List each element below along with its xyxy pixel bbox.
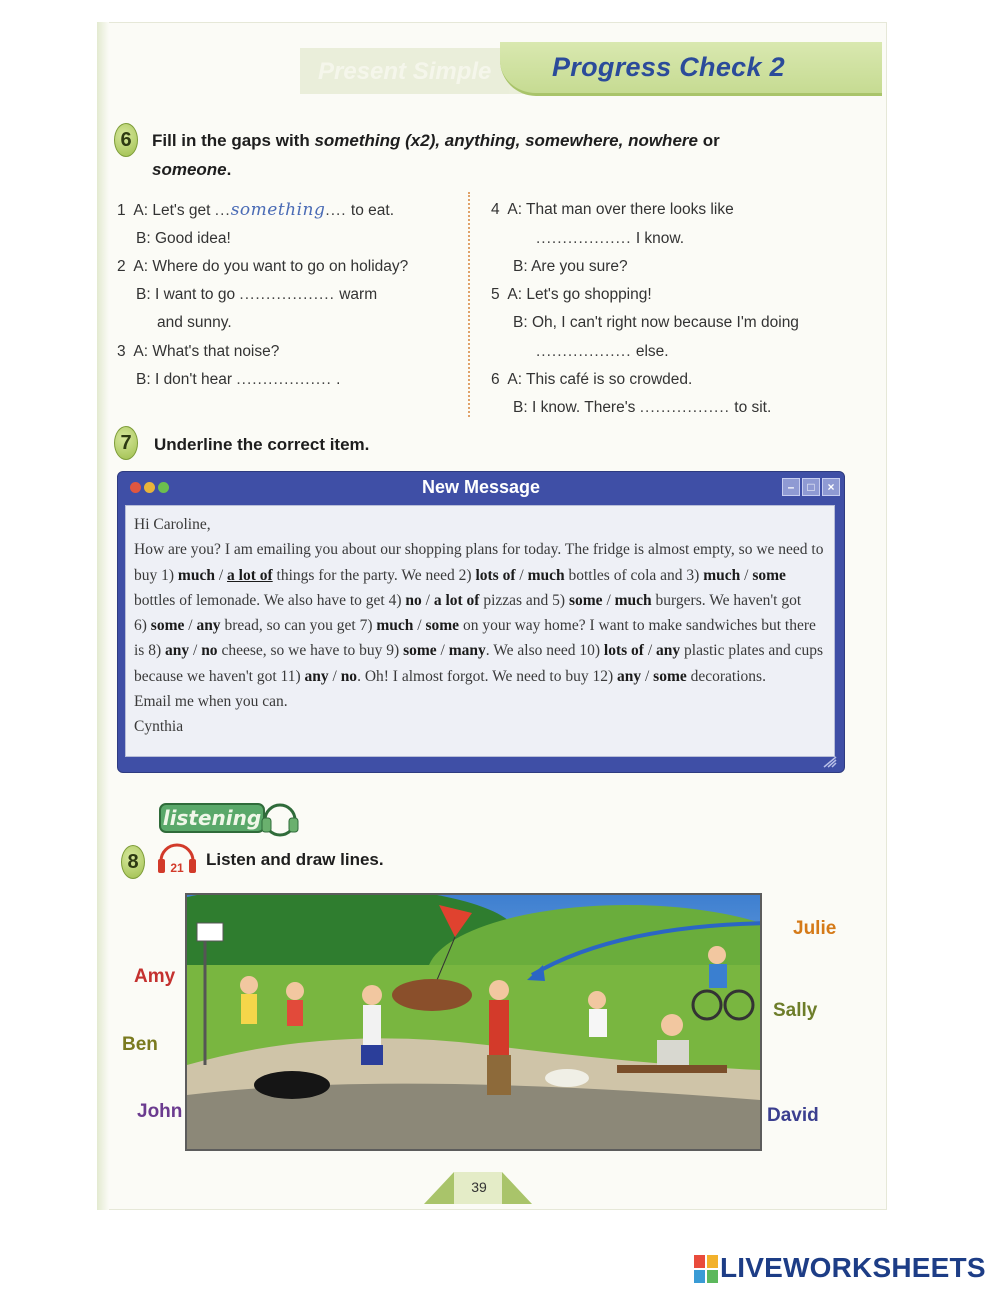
dialogue-text: B: I want to go xyxy=(136,286,240,303)
option-word[interactable]: some xyxy=(425,617,460,635)
message-line xyxy=(134,638,826,663)
dialogue-line xyxy=(536,229,684,249)
dialogue-line: A: That man over there looks like xyxy=(507,201,734,218)
item-number: 1 xyxy=(117,202,126,219)
instruction-text: . xyxy=(226,160,232,179)
dialogue-line: B: Oh, I can't right now because I'm doing xyxy=(513,314,799,331)
message-line xyxy=(134,664,826,689)
exercise-item xyxy=(117,257,408,277)
message-line xyxy=(134,563,826,588)
item-number: 2 xyxy=(117,258,126,275)
option-word[interactable]: much xyxy=(177,566,215,584)
instruction-words: someone xyxy=(152,160,227,179)
message-text: . We also need 10) xyxy=(485,642,604,660)
answer-gap[interactable]: .................. xyxy=(536,230,632,247)
message-text: . Oh! I almost forgot. We need to buy 12) xyxy=(357,667,617,685)
option-word[interactable]: any xyxy=(304,667,329,685)
answer-gap[interactable]: .................. xyxy=(236,371,332,388)
window-titlebar xyxy=(118,472,844,502)
dialogue-text: . xyxy=(331,371,341,388)
dialogue-line xyxy=(513,398,771,418)
option-word[interactable]: much xyxy=(703,566,741,584)
dialogue-line: A: Where do you want to go on holiday? xyxy=(133,258,409,275)
track-number: 21 xyxy=(170,861,184,875)
dialogue-text: B: I don't hear xyxy=(136,371,237,388)
message-text: bottles of lemonade. We also have to get 4) xyxy=(134,591,406,609)
column-divider xyxy=(468,192,470,417)
dialogue-line xyxy=(136,285,377,305)
exercise-item xyxy=(117,342,279,362)
message-text: bottles of cola and 3) xyxy=(564,566,704,584)
message-text: buy 1) xyxy=(134,566,178,584)
option-separator: / xyxy=(184,617,197,635)
item-number: 3 xyxy=(117,343,126,360)
option-word[interactable]: lots of xyxy=(475,566,516,584)
dialogue-line: B: Are you sure? xyxy=(513,258,628,275)
instruction-text: Fill in the gaps with xyxy=(152,131,315,150)
message-text: things for the party. We need 2) xyxy=(272,566,476,584)
answer-gap[interactable]: .................. xyxy=(239,286,335,303)
faded-header-ghost: Present Simple xyxy=(300,48,540,94)
option-word[interactable]: lots of xyxy=(603,642,644,660)
option-separator: / xyxy=(328,667,341,685)
option-word[interactable]: any xyxy=(616,667,642,685)
name-label-john[interactable]: John xyxy=(137,1101,183,1122)
headphones-audio-icon[interactable] xyxy=(155,839,199,877)
option-word[interactable]: a lot of xyxy=(433,591,480,609)
listening-logo xyxy=(158,800,304,838)
exercise-number-badge: 7 xyxy=(114,426,138,460)
message-line xyxy=(134,537,826,562)
option-separator: / xyxy=(740,566,753,584)
gap-dots: .... xyxy=(325,202,347,219)
message-greeting: Hi Caroline, xyxy=(134,516,211,533)
option-separator: / xyxy=(436,642,449,660)
option-word[interactable]: some xyxy=(568,591,603,609)
gap-dots: ... xyxy=(214,202,231,219)
name-label-sally[interactable]: Sally xyxy=(773,1000,818,1021)
message-lines xyxy=(134,537,826,689)
option-word[interactable]: some xyxy=(752,566,786,584)
dialogue-text: else. xyxy=(631,343,669,360)
name-label-ben[interactable]: Ben xyxy=(122,1034,158,1055)
option-word[interactable]: any xyxy=(196,617,221,635)
option-word[interactable]: some xyxy=(150,617,185,635)
exercise-item xyxy=(491,200,734,220)
message-text: plastic plates and cups xyxy=(680,642,824,660)
dialogue-line: A: What's that noise? xyxy=(133,343,280,360)
option-word[interactable]: no xyxy=(340,667,358,685)
option-separator: / xyxy=(214,566,228,584)
exercise-item xyxy=(117,200,394,221)
close-button[interactable]: × xyxy=(822,478,840,496)
exercise-item xyxy=(491,370,692,390)
dialogue-line: A: Let's get xyxy=(133,202,215,219)
option-separator: / xyxy=(602,591,615,609)
message-window xyxy=(117,471,845,773)
dialogue-line: B: Good idea! xyxy=(136,230,231,247)
answer-gap[interactable]: ................. xyxy=(639,399,730,416)
name-label-david[interactable]: David xyxy=(767,1105,819,1126)
resize-grip-icon[interactable] xyxy=(822,756,838,768)
answer-input[interactable]: something xyxy=(230,200,326,220)
window-title: New Message xyxy=(421,477,541,497)
liveworksheets-logo-icon xyxy=(694,1254,718,1284)
dialogue-line xyxy=(536,342,669,362)
dialogue-line: A: This café is so crowded. xyxy=(507,371,693,388)
page-edge xyxy=(97,22,109,1210)
dialogue-text: to sit. xyxy=(729,399,772,416)
option-separator: / xyxy=(515,566,528,584)
option-word[interactable]: any xyxy=(656,642,681,660)
name-label-julie[interactable]: Julie xyxy=(793,918,837,939)
item-number: 5 xyxy=(491,286,500,303)
answer-gap[interactable]: .................. xyxy=(536,343,632,360)
option-word[interactable]: some xyxy=(403,642,437,660)
message-text: How are you? I am emailing you about our shopping plans for today. The fridge is almost empty, so we need to xyxy=(134,541,824,559)
exercise-7-instruction: Underline the correct item. xyxy=(154,435,370,454)
message-text: decorations. xyxy=(686,667,766,685)
dialogue-line xyxy=(136,370,340,390)
option-separator: / xyxy=(641,667,654,685)
option-word[interactable]: no xyxy=(201,642,218,660)
option-separator: / xyxy=(413,617,426,635)
listening-logo-text: listening xyxy=(162,806,262,830)
minimize-button[interactable]: – xyxy=(782,478,800,496)
option-word[interactable]: much xyxy=(527,566,565,584)
option-word[interactable]: many xyxy=(448,642,486,660)
message-text: bread, so can you get 7) xyxy=(220,617,377,635)
item-number: 4 xyxy=(491,201,500,218)
option-word[interactable]: no xyxy=(405,591,422,609)
option-separator: / xyxy=(643,642,657,660)
exercise-item xyxy=(491,285,652,305)
message-text: pizzas and 5) xyxy=(479,591,569,609)
exercise-number-badge: 6 xyxy=(114,123,138,157)
option-word[interactable]: much xyxy=(614,591,652,609)
exercise-6-instruction xyxy=(152,126,842,184)
message-text: because we haven't got 11) xyxy=(134,667,305,685)
brand-name: LIVEWORKSHEETS xyxy=(720,1252,986,1283)
message-text: cheese, so we have to buy 9) xyxy=(217,642,404,660)
option-word[interactable]: some xyxy=(653,667,687,685)
dialogue-text: B: I know. There's xyxy=(513,399,640,416)
park-scene-illustration xyxy=(185,893,762,1151)
message-body xyxy=(125,505,835,757)
message-closing: Email me when you can. xyxy=(134,693,288,711)
maximize-button[interactable]: □ xyxy=(802,478,820,496)
exercise-8-instruction: Listen and draw lines. xyxy=(206,850,384,869)
option-separator: / xyxy=(421,591,434,609)
page-number: 39 xyxy=(471,1179,487,1195)
dialogue-line: and sunny. xyxy=(157,314,232,331)
option-word[interactable]: much xyxy=(376,617,414,635)
dialogue-text: I know. xyxy=(631,230,685,247)
message-text: burgers. We haven't got xyxy=(651,591,802,609)
park-scene-drawing xyxy=(187,895,760,1149)
dialogue-line: to eat. xyxy=(346,202,395,219)
message-text: on your way home? I want to make sandwiches but there xyxy=(459,617,816,635)
dialogue-line: A: Let's go shopping! xyxy=(507,286,652,303)
instruction-text: or xyxy=(697,131,720,150)
page-title: Progress Check 2 xyxy=(552,52,785,82)
option-word[interactable]: a lot of xyxy=(227,566,273,584)
item-number: 6 xyxy=(491,371,500,388)
exercise-number-badge: 8 xyxy=(121,845,145,879)
message-text: is 8) xyxy=(134,642,165,660)
message-text: 6) xyxy=(134,617,151,635)
option-word[interactable]: any xyxy=(165,642,190,660)
message-line xyxy=(134,613,826,638)
message-signature: Cynthia xyxy=(134,718,184,736)
dialogue-text: warm xyxy=(334,286,378,303)
option-separator: / xyxy=(189,642,202,660)
message-line xyxy=(134,588,826,613)
name-label-amy[interactable]: Amy xyxy=(134,966,176,987)
instruction-words: something (x2), anything, somewhere, nowhere xyxy=(314,131,698,150)
